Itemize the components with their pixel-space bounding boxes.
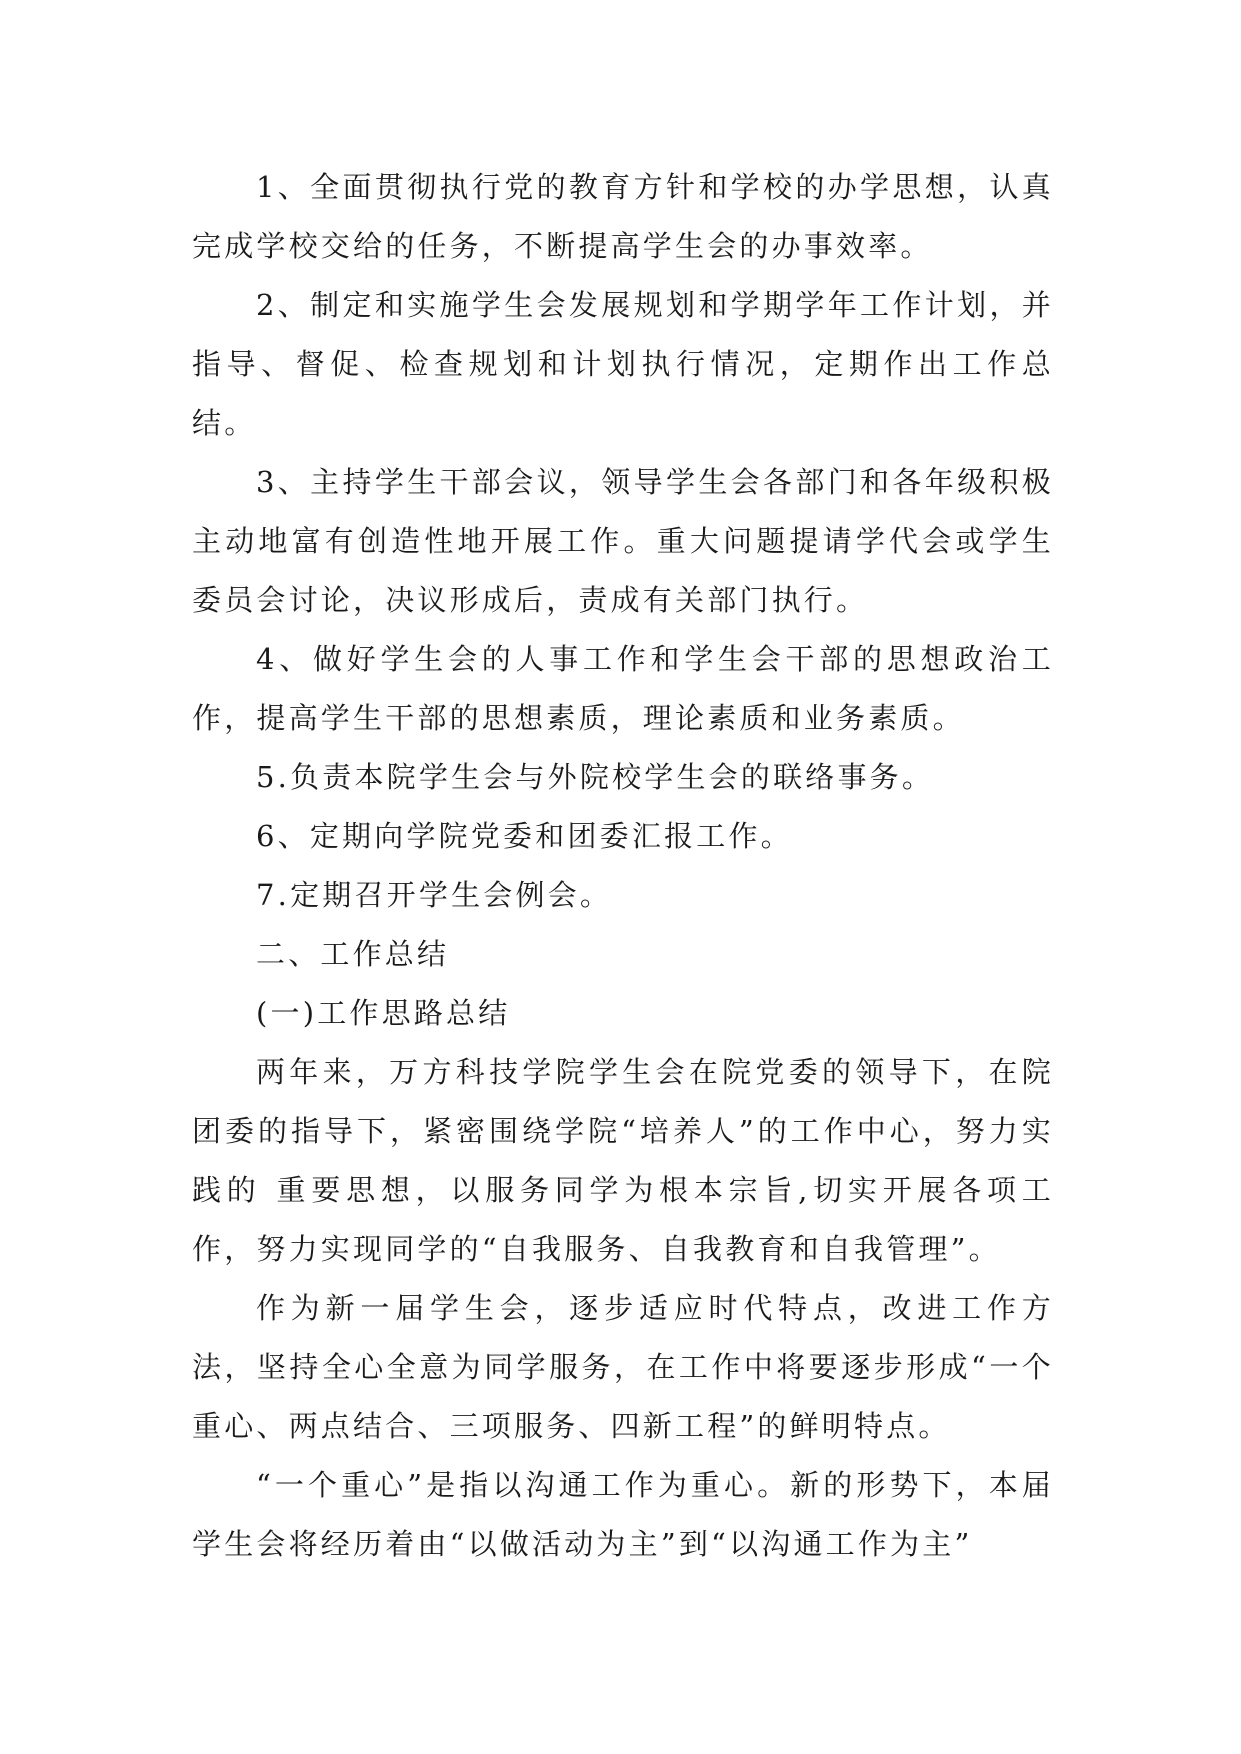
paragraph-item-5: 5.负责本院学生会与外院校学生会的联络事务。 <box>256 760 935 794</box>
paragraph-item-6: 6、定期向学院党委和团委汇报工作。 <box>256 819 793 853</box>
section-heading: 二、工作总结 <box>256 937 450 971</box>
document-body <box>192 158 1054 1574</box>
body-paragraph: 作为新一届学生会，逐步适应时代特点，改进工作方法，坚持全心全意为同学服务，在工作中将要逐步形成“一个重心、两点结合、三项服务、四新工程”的鲜明特点。 <box>192 1291 1054 1443</box>
paragraph-item-7: 7.定期召开学生会例会。 <box>256 878 613 912</box>
body-paragraph: 两年来，万方科技学院学生会在院党委的领导下，在院团委的指导下，紧密围绕学院“培养人”的工作中心，努力实践的 重要思想，以服务同学为根本宗旨,切实开展各项工作，努力实现同学的“自我服务、自我教育和自我管理”。 <box>192 1055 1054 1266</box>
subsection-heading: (一)工作思路总结 <box>256 996 511 1030</box>
paragraph-item-3: 3、主持学生干部会议，领导学生会各部门和各年级积极主动地富有创造性地开展工作。重大问题提请学代会或学生委员会讨论，决议形成后，责成有关部门执行。 <box>192 465 1054 617</box>
paragraph-item-2: 2、制定和实施学生会发展规划和学期学年工作计划，并指导、督促、检查规划和计划执行情况，定期作出工作总结。 <box>192 288 1054 440</box>
paragraph-item-4: 4、做好学生会的人事工作和学生会干部的思想政治工作，提高学生干部的思想素质，理论素质和业务素质。 <box>192 642 1054 735</box>
body-paragraph: “一个重心”是指以沟通工作为重心。新的形势下，本届学生会将经历着由“以做活动为主”到“以沟通工作为主” <box>192 1468 1054 1561</box>
paragraph-item-1: 1、全面贯彻执行党的教育方针和学校的办学思想，认真完成学校交给的任务，不断提高学生会的办事效率。 <box>192 170 1054 263</box>
